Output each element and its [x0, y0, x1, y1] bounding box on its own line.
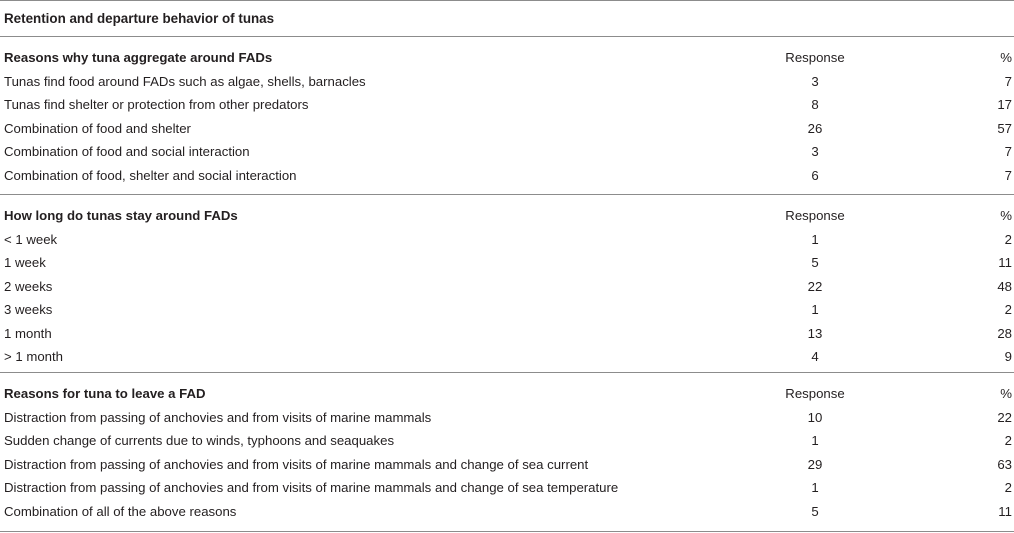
row-percent: 63 — [997, 456, 1012, 472]
row-percent: 2 — [1004, 433, 1012, 448]
table-bottom-rule — [0, 531, 1014, 532]
table-title: Retention and departure behavior of tunas — [4, 11, 275, 26]
row-label: Distraction from passing of anchovies and from visits of marine mammals and change of sea temperature — [4, 480, 619, 495]
table-top-rule — [0, 0, 1014, 1]
row-response: 8 — [811, 97, 819, 112]
section-stay-duration — [0, 204, 1014, 369]
row-percent: 2 — [1004, 302, 1012, 317]
table-row — [0, 322, 1014, 346]
section-header-row — [0, 382, 1014, 406]
table-row — [0, 453, 1014, 477]
row-label: Distraction from passing of anchovies and from visits of marine mammals — [4, 409, 432, 425]
row-label: Combination of food and shelter — [4, 120, 191, 136]
row-percent: 28 — [997, 325, 1012, 341]
section-header-row — [0, 46, 1014, 70]
table-row — [0, 117, 1014, 141]
section-heading: How long do tunas stay around FADs — [4, 208, 238, 223]
percent-column-header: % — [1000, 50, 1012, 65]
row-percent: 7 — [1004, 73, 1012, 89]
table-row — [0, 476, 1014, 500]
table-row — [0, 500, 1014, 524]
row-label: Tunas find food around FADs such as algae, shells, barnacles — [4, 73, 366, 89]
row-response: 1 — [811, 231, 819, 247]
row-response: 29 — [807, 456, 823, 472]
row-percent: 48 — [997, 278, 1012, 294]
table-row — [0, 406, 1014, 430]
response-column-header: Response — [785, 386, 845, 401]
row-percent: 17 — [997, 97, 1012, 112]
section-aggregation-reasons — [0, 46, 1014, 187]
row-response: 22 — [807, 278, 823, 294]
title-rule — [0, 36, 1014, 37]
percent-column-header: % — [1000, 386, 1012, 401]
row-percent: 7 — [1004, 167, 1012, 183]
row-label: 1 week — [4, 255, 46, 270]
row-percent: 57 — [997, 120, 1012, 136]
row-percent: 22 — [997, 409, 1012, 425]
response-column-header: Response — [785, 208, 845, 223]
row-label: Tunas find shelter or protection from other predators — [4, 97, 309, 112]
row-percent: 11 — [998, 255, 1012, 270]
row-label: Distraction from passing of anchovies and from visits of marine mammals and change of sea current — [4, 456, 589, 472]
row-response: 3 — [811, 73, 819, 89]
row-response: 4 — [811, 349, 819, 364]
row-label: > 1 month — [4, 349, 64, 364]
table-row — [0, 345, 1014, 369]
row-label: < 1 week — [4, 231, 58, 247]
table-row — [0, 70, 1014, 94]
row-percent: 2 — [1004, 231, 1012, 247]
table-row — [0, 228, 1014, 252]
row-response: 26 — [807, 120, 823, 136]
table-row — [0, 93, 1014, 117]
section-header-row — [0, 204, 1014, 228]
table-row — [0, 429, 1014, 453]
row-response: 1 — [811, 480, 819, 495]
row-label: Combination of food and social interaction — [4, 144, 250, 159]
row-percent: 9 — [1004, 349, 1012, 364]
section-divider — [0, 372, 1014, 373]
row-label: Sudden change of currents due to winds, typhoons and seaquakes — [4, 433, 395, 448]
section-divider — [0, 194, 1014, 195]
row-response: 6 — [811, 167, 819, 183]
table-row — [0, 251, 1014, 275]
table-row — [0, 275, 1014, 299]
section-departure-reasons — [0, 382, 1014, 523]
row-response: 5 — [811, 503, 819, 519]
row-response: 1 — [811, 433, 819, 448]
row-label: 2 weeks — [4, 278, 53, 294]
section-heading: Reasons why tuna aggregate around FADs — [4, 50, 273, 65]
row-percent: 7 — [1004, 144, 1012, 159]
row-percent: 2 — [1004, 480, 1012, 495]
row-label: 3 weeks — [4, 302, 53, 317]
response-column-header: Response — [785, 50, 845, 65]
percent-column-header: % — [1000, 208, 1012, 223]
table-row — [0, 298, 1014, 322]
table-row — [0, 140, 1014, 164]
row-response: 5 — [811, 255, 819, 270]
row-label: Combination of food, shelter and social interaction — [4, 167, 297, 183]
row-percent: 11 — [998, 503, 1012, 519]
row-label: Combination of all of the above reasons — [4, 503, 237, 519]
section-heading: Reasons for tuna to leave a FAD — [4, 386, 206, 401]
row-response: 1 — [811, 302, 819, 317]
table-row — [0, 164, 1014, 188]
row-label: 1 month — [4, 325, 52, 341]
row-response: 10 — [807, 409, 823, 425]
row-response: 13 — [807, 325, 823, 341]
row-response: 3 — [811, 144, 819, 159]
